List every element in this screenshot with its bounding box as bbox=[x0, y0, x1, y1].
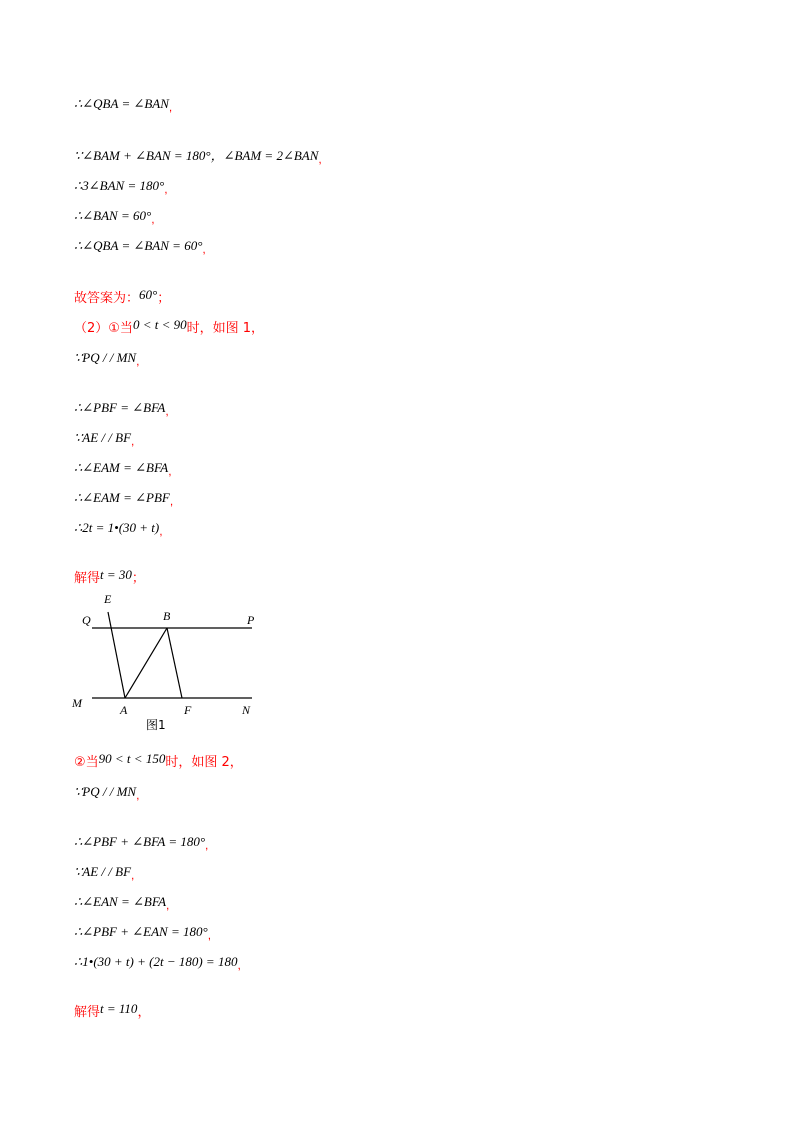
math-expression: ∴∠QBA = ∠BAN = 60° bbox=[74, 238, 203, 253]
equation-line bbox=[74, 784, 139, 801]
solution-line bbox=[74, 1001, 151, 1021]
math-expression: ∴∠EAN = ∠BFA bbox=[74, 894, 167, 909]
math-expression: ∴1•(30 + t) + (2t − 180) = 180 bbox=[74, 954, 238, 969]
case-label: （2）①当 bbox=[74, 321, 133, 336]
equation-line bbox=[74, 894, 169, 911]
case-label-suffix: 时，如图 1， bbox=[186, 321, 265, 336]
segment-ea bbox=[108, 612, 125, 698]
math-expression: t = 30 bbox=[100, 567, 132, 582]
figure-1 bbox=[70, 590, 270, 740]
equation-line bbox=[74, 96, 172, 113]
punctuation: ， bbox=[137, 1005, 151, 1020]
equation-line bbox=[74, 400, 169, 417]
math-expression: t = 110 bbox=[100, 1001, 138, 1016]
segment-bf bbox=[167, 628, 182, 698]
math-expression: ∴∠PBF + ∠BFA = 180° bbox=[74, 834, 206, 849]
equation-line bbox=[74, 350, 139, 367]
equation-line bbox=[74, 520, 163, 537]
math-expression: ∴∠EAM = ∠PBF bbox=[74, 490, 170, 505]
case-label-suffix: 时，如图 2， bbox=[165, 755, 243, 770]
math-expression: ∴2t = 1•(30 + t) bbox=[74, 520, 160, 535]
segment-ab bbox=[125, 628, 167, 698]
math-expression: ∴3∠BAN = 180° bbox=[74, 178, 165, 193]
punctuation: , bbox=[205, 838, 209, 852]
punctuation: , bbox=[136, 354, 140, 368]
punctuation: ； bbox=[157, 291, 171, 306]
math-expression: ∴∠EAM = ∠BFA bbox=[74, 460, 169, 475]
punctuation: , bbox=[166, 898, 170, 912]
equation-line bbox=[74, 460, 172, 477]
equation-line bbox=[74, 924, 211, 941]
figure-1-diagram bbox=[70, 590, 270, 740]
math-expression: ∴∠PBF + ∠EAN = 180° bbox=[74, 924, 208, 939]
equation-line bbox=[74, 834, 208, 851]
punctuation: , bbox=[151, 212, 155, 226]
math-expression: 60° bbox=[139, 287, 158, 302]
math-expression: ∵PQ / / MN bbox=[74, 784, 137, 799]
equation-line bbox=[74, 238, 206, 255]
equation-line bbox=[74, 490, 173, 507]
punctuation: , bbox=[168, 464, 172, 478]
punctuation: , bbox=[165, 404, 169, 418]
solution-label: 解得 bbox=[74, 571, 101, 586]
solution-label: 解得 bbox=[74, 1005, 101, 1020]
answer-label: 故答案为： bbox=[74, 291, 140, 306]
equation-line bbox=[74, 954, 241, 971]
label-b: B bbox=[163, 609, 171, 623]
equation-line bbox=[74, 148, 322, 165]
punctuation: , bbox=[168, 100, 173, 114]
case-label: ②当 bbox=[74, 755, 99, 770]
punctuation: , bbox=[207, 928, 212, 942]
answer-line bbox=[74, 287, 171, 307]
equation-line bbox=[74, 430, 134, 447]
solution-line bbox=[74, 567, 145, 587]
case-heading bbox=[74, 317, 265, 337]
punctuation: , bbox=[202, 242, 206, 256]
punctuation: ； bbox=[131, 571, 145, 586]
label-p: P bbox=[247, 613, 255, 627]
punctuation: , bbox=[169, 494, 174, 508]
equation-line bbox=[74, 178, 168, 195]
case-heading bbox=[74, 751, 243, 771]
equation-line bbox=[74, 864, 134, 881]
math-expression: ∵∠BAM + ∠BAN = 180°，∠BAM = 2∠BAN bbox=[74, 148, 319, 163]
punctuation: , bbox=[131, 868, 135, 882]
punctuation: , bbox=[318, 152, 322, 166]
punctuation: , bbox=[131, 434, 135, 448]
label-e: E bbox=[104, 592, 112, 606]
math-expression: ∴∠QBA = ∠BAN bbox=[74, 96, 169, 111]
punctuation: , bbox=[159, 524, 163, 538]
math-expression: ∴∠BAN = 60° bbox=[74, 208, 152, 223]
math-expression: ∵AE / / BF bbox=[74, 430, 132, 445]
label-m: M bbox=[72, 696, 82, 710]
math-expression: ∵PQ / / MN bbox=[74, 350, 137, 365]
math-expression: ∴∠PBF = ∠BFA bbox=[74, 400, 166, 415]
math-expression: ∵AE / / BF bbox=[74, 864, 132, 879]
math-expression: 90 < t < 150 bbox=[98, 751, 166, 766]
label-f: F bbox=[184, 703, 192, 717]
equation-line bbox=[74, 208, 155, 225]
label-a: A bbox=[120, 703, 128, 717]
punctuation: , bbox=[237, 958, 241, 972]
punctuation: , bbox=[164, 182, 168, 196]
figure-caption: 图1 bbox=[146, 718, 166, 732]
math-expression: 0 < t < 90 bbox=[132, 317, 187, 332]
label-q: Q bbox=[82, 613, 91, 627]
label-n: N bbox=[242, 703, 251, 717]
punctuation: , bbox=[136, 788, 140, 802]
